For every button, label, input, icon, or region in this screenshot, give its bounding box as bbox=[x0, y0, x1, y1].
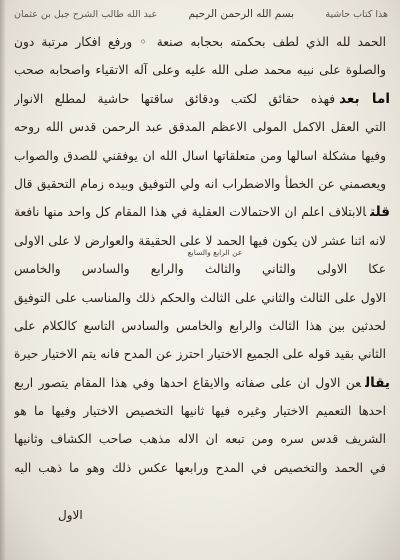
line-text: الابتلاف اعلم ان الاحتمالات العقلية في هذا المقام كل واحد منها نافعة bbox=[14, 205, 367, 220]
rubric-word: اما بعد bbox=[339, 90, 390, 107]
line-text: عكا الاولى والثاني والثالث والرابع والسادس والخامس bbox=[14, 262, 386, 277]
line-text: في الحمد والتخصيص في المدح ورابعها عكس ذلك وهو ما ذهب اليه bbox=[14, 460, 386, 475]
manuscript-line-12 bbox=[14, 340, 390, 368]
page-edge-shadow bbox=[0, 0, 6, 560]
line-text: ويعصمني عن الخطأ والاضطراب انه ولي التوفيق وبيده زمام التحقيق قال bbox=[14, 176, 386, 191]
line-text: التي العقل الاكمل المولى الاعظم المدقق عبد الرحمن قدس الله روحه bbox=[14, 120, 386, 135]
line-text: الشريف قدس سره ومن تبعه ان الاله مذهب صاحب الكشاف وثانيها bbox=[14, 432, 386, 447]
line-text: الاول على الثالث والثاني على الثالث والحكم ذلك والمناسب على التوفيق bbox=[14, 290, 386, 305]
header-left-note: عبد الله طالب الشرح جبل بن عثمان bbox=[14, 8, 158, 20]
page-header bbox=[14, 4, 388, 24]
manuscript-line-2 bbox=[14, 56, 390, 84]
manuscript-line-15 bbox=[14, 425, 390, 453]
line-text: الثاني بقيد قوله على الجميع الاختيار احترز عن المدح فانه يتم الاختيار حيرة bbox=[14, 347, 386, 362]
manuscript-line-9 bbox=[14, 255, 390, 283]
catchword: الاول bbox=[58, 508, 83, 522]
manuscript-line-6 bbox=[14, 170, 390, 198]
manuscript-line-1 bbox=[14, 28, 390, 56]
line-text: والصلوة على نبيه محمد صلى الله عليه وعلى آله الاتقياء واصحابه صحب bbox=[14, 63, 386, 78]
manuscript-line-10 bbox=[14, 284, 390, 312]
manuscript-line-3 bbox=[14, 85, 390, 113]
line-text: الحمد لله الذي لطف بحكمته بحجابه صنعة ◦ ورفع افكار مرتبة دون bbox=[14, 35, 386, 49]
rubric-word: قلت bbox=[370, 204, 390, 221]
manuscript-line-16 bbox=[14, 454, 390, 482]
basmala: بسم الله الرحمن الرحيم bbox=[188, 8, 295, 20]
manuscript-line-5 bbox=[14, 142, 390, 170]
line-text: عن الاول ان على صفاته والايقاع احدها وفي هذا المقام يتصور اربع bbox=[14, 375, 362, 390]
line-text: احدها التعميم الاختيار وغيره فيها ثانيها التخصيص الاختيار وفيها ما هو bbox=[14, 404, 386, 419]
line-text: فهذه حقائق لكتب ودقائق ساقتها حاشية لمطلع الانوار bbox=[14, 91, 336, 106]
manuscript-line-7 bbox=[14, 198, 390, 226]
line-text: لحدثين بين هذا الثالث والرابع والخامس والسادس التاسع كالكلام على bbox=[14, 318, 386, 333]
manuscript-line-14 bbox=[14, 397, 390, 425]
manuscript-line-4 bbox=[14, 113, 390, 141]
manuscript-line-11 bbox=[14, 312, 390, 340]
line-text: وفيها مشكلة اسالها ومن متعلقاتها اسال الله ان يوفقني للصدق والصواب bbox=[14, 148, 386, 163]
line-text: لانه اثنا عشر لان يكون فيها الحمد لا على الحقيقة والعوارض لا على الاولى bbox=[14, 233, 386, 248]
rubric-word: يقال bbox=[365, 374, 390, 391]
manuscript-line-13 bbox=[14, 369, 390, 397]
interlinear-gloss: عن الرابع والسابع bbox=[187, 248, 243, 257]
header-right-note: هذا كتاب حاشية bbox=[325, 8, 388, 20]
